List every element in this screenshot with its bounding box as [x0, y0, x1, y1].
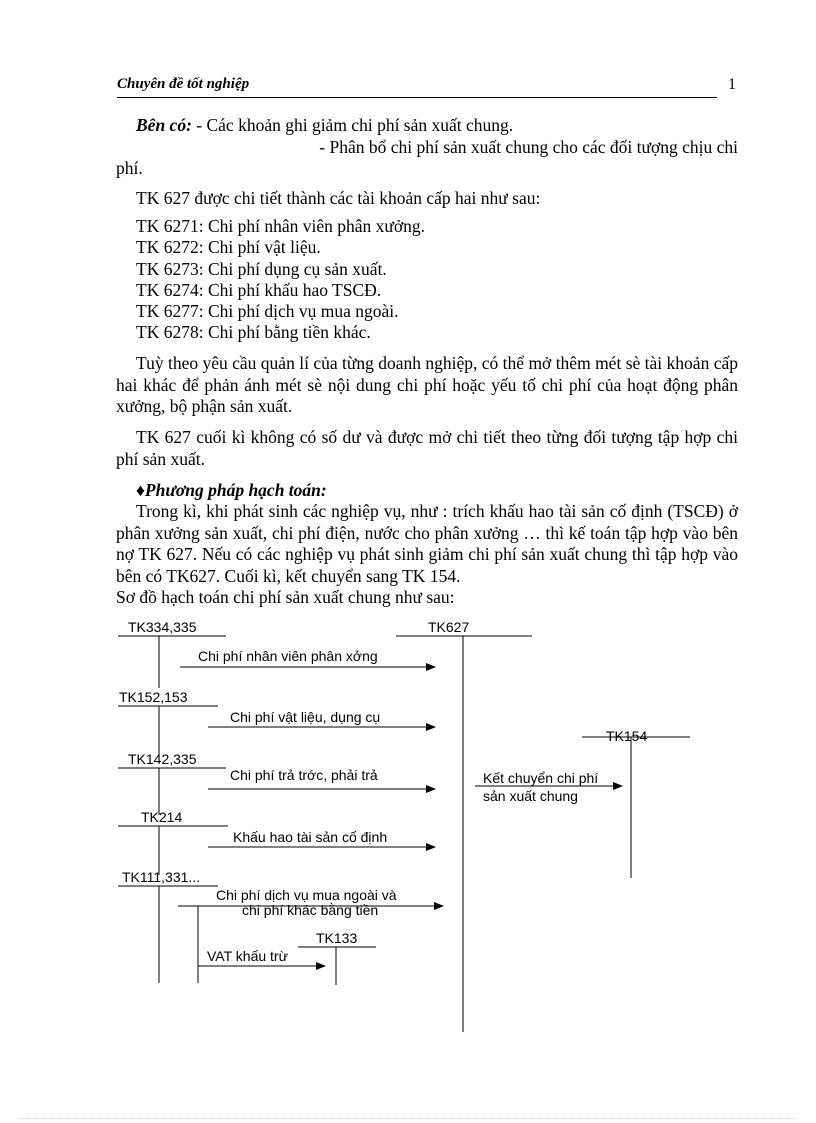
- tk214-label: TK214: [141, 809, 183, 825]
- label-ket-chuyen-1: Kết chuyển chi phí: [483, 770, 599, 786]
- tk154-label: TK154: [606, 728, 648, 744]
- method-heading: ♦Phương pháp hạch toán:: [136, 480, 327, 500]
- paragraph-tuy-theo: Tuỳ theo yêu cầu quản lí của từng doanh nghiệp, có thể mở thêm mét sè tài khoản cấp hai khác để phản ánh mét sè nội dung chi phí hoặc yếu tố chi phí của hoạt động phân xưởng, bộ phận sản xuất.: [116, 353, 738, 416]
- paragraph-cuoi-ki: TK 627 cuối kì không có số dư và được mở chi tiết theo từng đối tượng tập hợp chi phí sản xuất.: [116, 427, 738, 469]
- label-khau-hao: Khấu hao tài sản cố định: [233, 829, 388, 845]
- tk627-label: TK627: [428, 619, 470, 635]
- ben-co-line-2: - Phân bổ chi phí sản xuất chung cho các đối tượng chịu chi: [319, 136, 738, 157]
- account-item: TK 6277: Chi phí dịch vụ mua ngoài.: [136, 301, 399, 322]
- tk334-label: TK334,335: [128, 619, 197, 635]
- tk133-label: TK133: [316, 930, 358, 946]
- account-item: TK 6273: Chi phí dụng cụ sản xuất.: [136, 258, 387, 279]
- account-item: TK 6274: Chi phí khấu hao TSCĐ.: [136, 279, 382, 300]
- label-vat: VAT khấu trừ: [207, 948, 288, 964]
- label-dich-vu-1: Chi phí dịch vụ mua ngoài và: [216, 887, 397, 903]
- tk142-label: TK142,335: [128, 751, 197, 767]
- label-vat-lieu: Chi phí vật liệu, dụng cụ: [230, 709, 381, 725]
- page-header-title: Chuyên đề tốt nghiệp: [117, 76, 250, 92]
- tk627-intro: TK 627 được chi tiết thành các tài khoản cấp hai như sau:: [136, 188, 541, 208]
- label-tra-truoc: Chi phí trả trớc, phải trả: [230, 767, 378, 783]
- account-item: TK 6271: Chi phí nhân viên phân xưởng.: [136, 216, 425, 236]
- label-dich-vu-2: chi phí khác bằng tiền: [242, 902, 379, 918]
- label-ket-chuyen-2: sản xuất chung: [483, 788, 578, 804]
- paragraph-method: Trong kì, khi phát sinh các nghiệp vụ, như : trích khấu hao tài sản cố định (TSCĐ) ở phân xưởng sản xuất, chi phí điện, nước cho phân xưởng … thì kế toán tập hợp vào bên nợ TK 627. Nếu có các nghiệp vụ phát sinh giảm chi phí sản xuất chung thì tập hợp vào bên có TK627. Cuối kì, kết chuyển sang TK 154.: [116, 501, 738, 586]
- tk111-label: TK111,331...: [122, 869, 201, 885]
- ben-co-line-1: - Các khoản ghi giảm chi phí sản xuất chung.: [191, 115, 514, 135]
- account-item: TK 6272: Chi phí vật liệu.: [136, 237, 321, 258]
- page-number: 1: [728, 76, 736, 93]
- ben-co-label: Bên có:: [136, 115, 192, 135]
- account-item: TK 6278: Chi phí bằng tiền khác.: [136, 322, 371, 343]
- page-bottom-divider: [20, 1118, 796, 1119]
- tk152-label: TK152,153: [119, 689, 188, 705]
- sodo-text: Sơ đồ hạch toán chi phí sản xuất chung như sau:: [116, 587, 455, 607]
- ben-co-line-3: phí.: [116, 158, 143, 178]
- label-nhan-vien: Chi phí nhân viên phân xởng: [198, 648, 378, 664]
